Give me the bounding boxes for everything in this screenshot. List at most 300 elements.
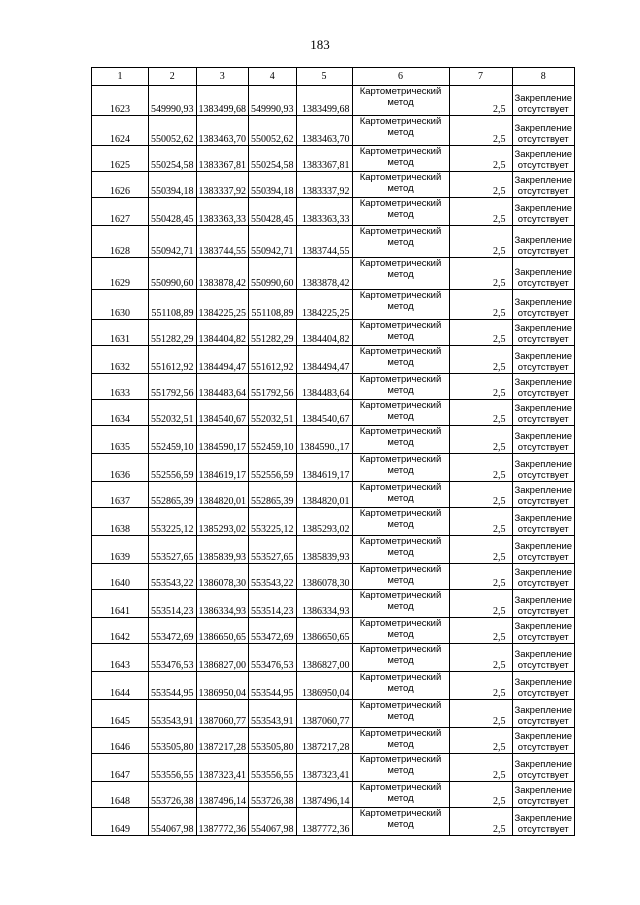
method-text: метод (387, 765, 414, 776)
accuracy-cell: 2,5 (449, 508, 512, 536)
method-text: Картометрический (359, 146, 442, 157)
method-text: Картометрический (359, 808, 442, 819)
fixation-cell (512, 258, 575, 290)
table-row (92, 644, 575, 672)
column-header: 8 (512, 68, 575, 86)
fixation-text: Закрепление (514, 377, 573, 388)
table-row (92, 672, 575, 700)
method-cell (352, 198, 449, 226)
x-coordinate-cell: 550254,58 (249, 146, 297, 172)
point-number-cell: 1624 (92, 116, 149, 146)
method-text: метод (387, 157, 414, 168)
point-number-cell: 1636 (92, 454, 149, 482)
method-cell (352, 116, 449, 146)
fixation-text: отсутствует (517, 770, 569, 781)
fixation-cell (512, 400, 575, 426)
y-coordinate-cell: 1387496,14 (296, 782, 352, 808)
column-header: 5 (296, 68, 352, 86)
accuracy-cell: 2,5 (449, 618, 512, 644)
x-coordinate-cell: 552459,10 (249, 426, 297, 454)
x-coordinate-cell: 551282,29 (149, 320, 197, 346)
y-coordinate-cell: 1383463,70 (296, 116, 352, 146)
fixation-text: отсутствует (517, 578, 569, 589)
page-number: 183 (310, 37, 330, 52)
table-row (92, 426, 575, 454)
x-coordinate-cell: 550942,71 (249, 226, 297, 258)
x-coordinate-cell: 553476,53 (149, 644, 197, 672)
y-coordinate-cell: 1384225,25 (296, 290, 352, 320)
method-text: метод (387, 269, 414, 280)
method-text: метод (387, 465, 414, 476)
fixation-text: отсутствует (517, 524, 569, 535)
x-coordinate-cell: 550942,71 (149, 226, 197, 258)
table-row (92, 728, 575, 754)
table-row (92, 346, 575, 374)
accuracy-cell: 2,5 (449, 320, 512, 346)
method-text: метод (387, 357, 414, 368)
y-coordinate-cell: 1387323,41 (296, 754, 352, 782)
y-coordinate-cell: 1387217,28 (296, 728, 352, 754)
method-text: Картометрический (359, 700, 442, 711)
fixation-cell (512, 146, 575, 172)
point-number-cell: 1643 (92, 644, 149, 672)
table-row (92, 782, 575, 808)
x-coordinate-cell: 552865,39 (249, 482, 297, 508)
column-header: 6 (352, 68, 449, 86)
fixation-cell (512, 320, 575, 346)
column-header: 4 (249, 68, 297, 86)
table-row (92, 172, 575, 198)
method-text: Картометрический (359, 320, 442, 331)
method-text: метод (387, 547, 414, 558)
x-coordinate-cell: 550990,60 (249, 258, 297, 290)
method-text: Картометрический (359, 86, 442, 97)
table-row (92, 400, 575, 426)
y-coordinate-cell: 1383367,81 (296, 146, 352, 172)
y-coordinate-cell: 1383878,42 (196, 258, 249, 290)
method-text: метод (387, 683, 414, 694)
x-coordinate-cell: 551108,89 (249, 290, 297, 320)
method-text: метод (387, 331, 414, 342)
y-coordinate-cell: 1384820,01 (296, 482, 352, 508)
x-coordinate-cell: 549990,93 (149, 86, 197, 116)
y-coordinate-cell: 1383744,55 (296, 226, 352, 258)
table-row (92, 86, 575, 116)
point-number-cell: 1644 (92, 672, 149, 700)
method-cell (352, 728, 449, 754)
method-cell (352, 644, 449, 672)
point-number-cell: 1648 (92, 782, 149, 808)
accuracy-cell: 2,5 (449, 808, 512, 836)
x-coordinate-cell: 552459,10 (149, 426, 197, 454)
fixation-text: Закрепление (514, 431, 573, 442)
fixation-text: отсутствует (517, 134, 569, 145)
method-text: метод (387, 793, 414, 804)
method-text: Картометрический (359, 290, 442, 301)
y-coordinate-cell: 1383363,33 (196, 198, 249, 226)
x-coordinate-cell: 553225,12 (149, 508, 197, 536)
x-coordinate-cell: 550428,45 (149, 198, 197, 226)
y-coordinate-cell: 1384404,82 (196, 320, 249, 346)
fixation-text: отсутствует (517, 688, 569, 699)
x-coordinate-cell: 553514,23 (149, 590, 197, 618)
x-coordinate-cell: 553472,69 (249, 618, 297, 644)
x-coordinate-cell: 550254,58 (149, 146, 197, 172)
y-coordinate-cell: 1386950,04 (196, 672, 249, 700)
accuracy-cell: 2,5 (449, 536, 512, 564)
method-cell (352, 320, 449, 346)
fixation-text: Закрепление (514, 459, 573, 470)
fixation-cell (512, 116, 575, 146)
point-number-cell: 1630 (92, 290, 149, 320)
y-coordinate-cell: 1386650,65 (196, 618, 249, 644)
method-text: Картометрический (359, 482, 442, 493)
column-header: 7 (449, 68, 512, 86)
x-coordinate-cell: 551108,89 (149, 290, 197, 320)
y-coordinate-cell: 1386827,00 (196, 644, 249, 672)
y-coordinate-cell: 1387496,14 (196, 782, 249, 808)
fixation-cell (512, 618, 575, 644)
fixation-cell (512, 346, 575, 374)
method-text: Картометрический (359, 226, 442, 237)
x-coordinate-cell: 553543,22 (249, 564, 297, 590)
method-text: Картометрический (359, 400, 442, 411)
method-cell (352, 754, 449, 782)
y-coordinate-cell: 1386950,04 (296, 672, 352, 700)
method-text: метод (387, 629, 414, 640)
point-number-cell: 1629 (92, 258, 149, 290)
x-coordinate-cell: 552865,39 (149, 482, 197, 508)
fixation-text: отсутствует (517, 552, 569, 563)
accuracy-cell: 2,5 (449, 782, 512, 808)
fixation-text: отсутствует (517, 716, 569, 727)
table-row (92, 374, 575, 400)
fixation-text: Закрепление (514, 649, 573, 660)
accuracy-cell: 2,5 (449, 198, 512, 226)
y-coordinate-cell: 1386078,30 (196, 564, 249, 590)
point-number-cell: 1626 (92, 172, 149, 198)
table-header-row (92, 68, 575, 86)
method-cell (352, 508, 449, 536)
fixation-text: Закрепление (514, 123, 573, 134)
x-coordinate-cell: 553527,65 (249, 536, 297, 564)
method-text: метод (387, 411, 414, 422)
point-number-cell: 1641 (92, 590, 149, 618)
x-coordinate-cell: 553225,12 (249, 508, 297, 536)
method-text: метод (387, 711, 414, 722)
x-coordinate-cell: 551792,56 (149, 374, 197, 400)
y-coordinate-cell: 1384540,67 (296, 400, 352, 426)
x-coordinate-cell: 553556,55 (249, 754, 297, 782)
method-cell (352, 346, 449, 374)
table-row (92, 482, 575, 508)
x-coordinate-cell: 552032,51 (249, 400, 297, 426)
y-coordinate-cell: 1384619,17 (296, 454, 352, 482)
fixation-text: Закрепление (514, 203, 573, 214)
x-coordinate-cell: 552556,59 (249, 454, 297, 482)
fixation-text: отсутствует (517, 632, 569, 643)
table-row (92, 618, 575, 644)
x-coordinate-cell: 551792,56 (249, 374, 297, 400)
method-cell (352, 782, 449, 808)
table-row (92, 454, 575, 482)
table-row (92, 290, 575, 320)
fixation-text: Закрепление (514, 785, 573, 796)
method-cell (352, 172, 449, 198)
method-text: метод (387, 739, 414, 750)
method-text: Картометрический (359, 536, 442, 547)
x-coordinate-cell: 550990,60 (149, 258, 197, 290)
fixation-text: Закрепление (514, 759, 573, 770)
y-coordinate-cell: 1384404,82 (296, 320, 352, 346)
y-coordinate-cell: 1384540,67 (196, 400, 249, 426)
x-coordinate-cell: 553556,55 (149, 754, 197, 782)
x-coordinate-cell: 550428,45 (249, 198, 297, 226)
fixation-text: отсутствует (517, 742, 569, 753)
fixation-cell (512, 198, 575, 226)
point-number-cell: 1638 (92, 508, 149, 536)
method-text: метод (387, 127, 414, 138)
fixation-text: отсутствует (517, 660, 569, 671)
fixation-text: Закрепление (514, 175, 573, 186)
x-coordinate-cell: 553544,95 (149, 672, 197, 700)
y-coordinate-cell: 1384494,47 (196, 346, 249, 374)
y-coordinate-cell: 1386650,65 (296, 618, 352, 644)
method-text: Картометрический (359, 508, 442, 519)
point-number-cell: 1639 (92, 536, 149, 564)
x-coordinate-cell: 553726,38 (249, 782, 297, 808)
y-coordinate-cell: 1387060,77 (196, 700, 249, 728)
accuracy-cell: 2,5 (449, 482, 512, 508)
fixation-text: отсутствует (517, 496, 569, 507)
method-text: Картометрический (359, 454, 442, 465)
fixation-text: отсутствует (517, 824, 569, 835)
fixation-cell (512, 374, 575, 400)
fixation-text: Закрепление (514, 513, 573, 524)
y-coordinate-cell: 1386334,93 (296, 590, 352, 618)
table-row (92, 700, 575, 728)
accuracy-cell: 2,5 (449, 454, 512, 482)
method-cell (352, 590, 449, 618)
accuracy-cell: 2,5 (449, 226, 512, 258)
x-coordinate-cell: 552556,59 (149, 454, 197, 482)
accuracy-cell: 2,5 (449, 564, 512, 590)
accuracy-cell: 2,5 (449, 400, 512, 426)
fixation-cell (512, 728, 575, 754)
fixation-text: Закрепление (514, 267, 573, 278)
x-coordinate-cell: 553726,38 (149, 782, 197, 808)
table-row (92, 258, 575, 290)
y-coordinate-cell: 1387217,28 (196, 728, 249, 754)
accuracy-cell: 2,5 (449, 700, 512, 728)
fixation-text: Закрепление (514, 297, 573, 308)
y-coordinate-cell: 1384590,17 (196, 426, 249, 454)
x-coordinate-cell: 554067,98 (149, 808, 197, 836)
fixation-text: Закрепление (514, 595, 573, 606)
method-text: Картометрический (359, 374, 442, 385)
x-coordinate-cell: 553543,22 (149, 564, 197, 590)
y-coordinate-cell: 1387060,77 (296, 700, 352, 728)
method-cell (352, 700, 449, 728)
fixation-cell (512, 536, 575, 564)
y-coordinate-cell: 1384590.,17 (296, 426, 352, 454)
y-coordinate-cell: 1383367,81 (196, 146, 249, 172)
x-coordinate-cell: 550052,62 (249, 116, 297, 146)
method-text: метод (387, 385, 414, 396)
method-text: метод (387, 519, 414, 530)
table-row (92, 116, 575, 146)
y-coordinate-cell: 1387772,36 (196, 808, 249, 836)
y-coordinate-cell: 1383878,42 (296, 258, 352, 290)
fixation-text: Закрепление (514, 149, 573, 160)
x-coordinate-cell: 549990,93 (249, 86, 297, 116)
fixation-cell (512, 590, 575, 618)
accuracy-cell: 2,5 (449, 146, 512, 172)
fixation-text: отсутствует (517, 606, 569, 617)
method-text: Картометрический (359, 172, 442, 183)
fixation-cell (512, 808, 575, 836)
x-coordinate-cell: 551282,29 (249, 320, 297, 346)
fixation-cell (512, 454, 575, 482)
fixation-text: отсутствует (517, 160, 569, 171)
point-number-cell: 1631 (92, 320, 149, 346)
fixation-text: Закрепление (514, 813, 573, 824)
x-coordinate-cell: 553476,53 (249, 644, 297, 672)
y-coordinate-cell: 1387772,36 (296, 808, 352, 836)
method-text: Картометрический (359, 672, 442, 683)
method-cell (352, 482, 449, 508)
method-cell (352, 454, 449, 482)
method-text: Картометрический (359, 198, 442, 209)
table-row (92, 198, 575, 226)
y-coordinate-cell: 1384619,17 (196, 454, 249, 482)
fixation-cell (512, 672, 575, 700)
method-text: Картометрический (359, 782, 442, 793)
point-number-cell: 1625 (92, 146, 149, 172)
column-header: 3 (196, 68, 249, 86)
y-coordinate-cell: 1383337,92 (196, 172, 249, 198)
fixation-text: Закрепление (514, 323, 573, 334)
point-number-cell: 1635 (92, 426, 149, 454)
accuracy-cell: 2,5 (449, 426, 512, 454)
method-text: Картометрический (359, 644, 442, 655)
y-coordinate-cell: 1386078,30 (296, 564, 352, 590)
x-coordinate-cell: 551612,92 (249, 346, 297, 374)
point-number-cell: 1634 (92, 400, 149, 426)
fixation-text: Закрепление (514, 93, 573, 104)
table-row (92, 808, 575, 836)
accuracy-cell: 2,5 (449, 374, 512, 400)
y-coordinate-cell: 1385839,93 (296, 536, 352, 564)
fixation-text: Закрепление (514, 731, 573, 742)
table-row (92, 564, 575, 590)
column-header: 1 (92, 68, 149, 86)
x-coordinate-cell: 553543,91 (149, 700, 197, 728)
y-coordinate-cell: 1386827,00 (296, 644, 352, 672)
x-coordinate-cell: 553505,80 (249, 728, 297, 754)
point-number-cell: 1642 (92, 618, 149, 644)
method-text: метод (387, 209, 414, 220)
accuracy-cell: 2,5 (449, 754, 512, 782)
fixation-text: отсутствует (517, 470, 569, 481)
x-coordinate-cell: 553505,80 (149, 728, 197, 754)
point-number-cell: 1649 (92, 808, 149, 836)
point-number-cell: 1640 (92, 564, 149, 590)
method-cell (352, 672, 449, 700)
table-row (92, 590, 575, 618)
point-number-cell: 1632 (92, 346, 149, 374)
fixation-text: отсутствует (517, 362, 569, 373)
y-coordinate-cell: 1383499,68 (196, 86, 249, 116)
fixation-text: Закрепление (514, 485, 573, 496)
y-coordinate-cell: 1384494,47 (296, 346, 352, 374)
point-number-cell: 1645 (92, 700, 149, 728)
fixation-text: отсутствует (517, 388, 569, 399)
fixation-cell (512, 508, 575, 536)
x-coordinate-cell: 551612,92 (149, 346, 197, 374)
x-coordinate-cell: 553527,65 (149, 536, 197, 564)
method-text: метод (387, 601, 414, 612)
method-text: Картометрический (359, 116, 442, 127)
fixation-cell (512, 782, 575, 808)
fixation-cell (512, 86, 575, 116)
y-coordinate-cell: 1385293,02 (196, 508, 249, 536)
fixation-cell (512, 482, 575, 508)
accuracy-cell: 2,5 (449, 116, 512, 146)
accuracy-cell: 2,5 (449, 644, 512, 672)
table-row (92, 508, 575, 536)
fixation-cell (512, 290, 575, 320)
column-header: 2 (149, 68, 197, 86)
table-row (92, 754, 575, 782)
fixation-text: Закрепление (514, 351, 573, 362)
x-coordinate-cell: 550394,18 (249, 172, 297, 198)
y-coordinate-cell: 1383363,33 (296, 198, 352, 226)
method-text: метод (387, 655, 414, 666)
point-number-cell: 1628 (92, 226, 149, 258)
fixation-text: отсутствует (517, 278, 569, 289)
accuracy-cell: 2,5 (449, 728, 512, 754)
table-row (92, 536, 575, 564)
fixation-cell (512, 426, 575, 454)
method-cell (352, 536, 449, 564)
point-number-cell: 1647 (92, 754, 149, 782)
method-text: Картометрический (359, 754, 442, 765)
fixation-text: Закрепление (514, 403, 573, 414)
method-text: Картометрический (359, 346, 442, 357)
method-text: метод (387, 97, 414, 108)
accuracy-cell: 2,5 (449, 258, 512, 290)
fixation-text: отсутствует (517, 334, 569, 345)
method-text: метод (387, 819, 414, 830)
method-text: Картометрический (359, 618, 442, 629)
x-coordinate-cell: 550052,62 (149, 116, 197, 146)
y-coordinate-cell: 1385839,93 (196, 536, 249, 564)
y-coordinate-cell: 1385293,02 (296, 508, 352, 536)
point-number-cell: 1637 (92, 482, 149, 508)
method-text: метод (387, 437, 414, 448)
method-text: Картометрический (359, 258, 442, 269)
fixation-cell (512, 226, 575, 258)
fixation-text: Закрепление (514, 705, 573, 716)
point-number-cell: 1646 (92, 728, 149, 754)
accuracy-cell: 2,5 (449, 672, 512, 700)
method-cell (352, 400, 449, 426)
fixation-text: Закрепление (514, 567, 573, 578)
y-coordinate-cell: 1383337,92 (296, 172, 352, 198)
fixation-text: отсутствует (517, 214, 569, 225)
method-cell (352, 258, 449, 290)
